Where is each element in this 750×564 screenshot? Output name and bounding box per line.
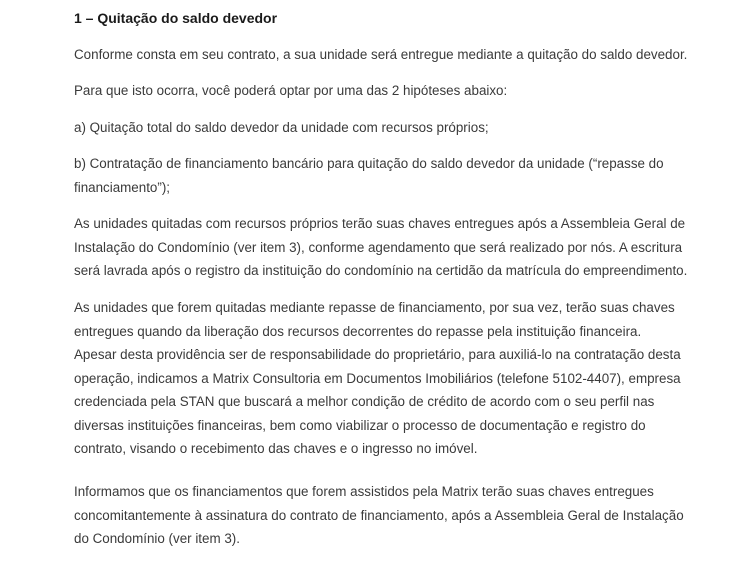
- paragraph-financing: As unidades que forem quitadas mediante repasse de financiamento, por sua vez, terão suas chaves entregues quando da liberação dos recursos decorrentes do repasse pela instituição financeira. Apesar desta providência ser de responsabilidade do proprietário, para auxiliá-lo na contratação desta operação, indicamos a Matrix Consultoria em Documentos Imobiliários (telefone 5102-4407), empresa credenciada pela STAN que buscará a melhor condição de crédito de acordo com o seu perfil nas diversas instituições financeiras, bem como viabilizar o processo de documentação e registro do contrato, visando o recebimento das chaves e o ingresso no imóvel.: [74, 300, 681, 456]
- paragraph-own-resources: As unidades quitadas com recursos próprios terão suas chaves entregues após a Assembleia Geral de Instalação do Condomínio (ver item 3), conforme agendamento que será realizado por nós. A escritura será lavrada após o registro da instituição do condomínio na certidão da matrícula do empreendimento.: [74, 216, 688, 278]
- section-title: 1 – Quitação do saldo devedor: [74, 10, 278, 26]
- paragraph-delivery-condition: Conforme consta em seu contrato, a sua unidade será entregue mediante a quitação do saldo devedor.: [74, 47, 688, 62]
- paragraph-matrix-info: Informamos que os financiamentos que forem assistidos pela Matrix terão suas chaves entregues concomitantemente à assinatura do contrato de financiamento, após a Assembleia Geral de Instalação do Condomínio (ver item 3).: [74, 484, 684, 546]
- paragraph-options-intro: Para que isto ocorra, você poderá optar por uma das 2 hipóteses abaixo:: [74, 83, 508, 98]
- paragraph-option-a: a) Quitação total do saldo devedor da unidade com recursos próprios;: [74, 120, 489, 135]
- paragraph-option-b: b) Contratação de financiamento bancário para quitação do saldo devedor da unidade (“repasse do financiamento”);: [74, 156, 664, 195]
